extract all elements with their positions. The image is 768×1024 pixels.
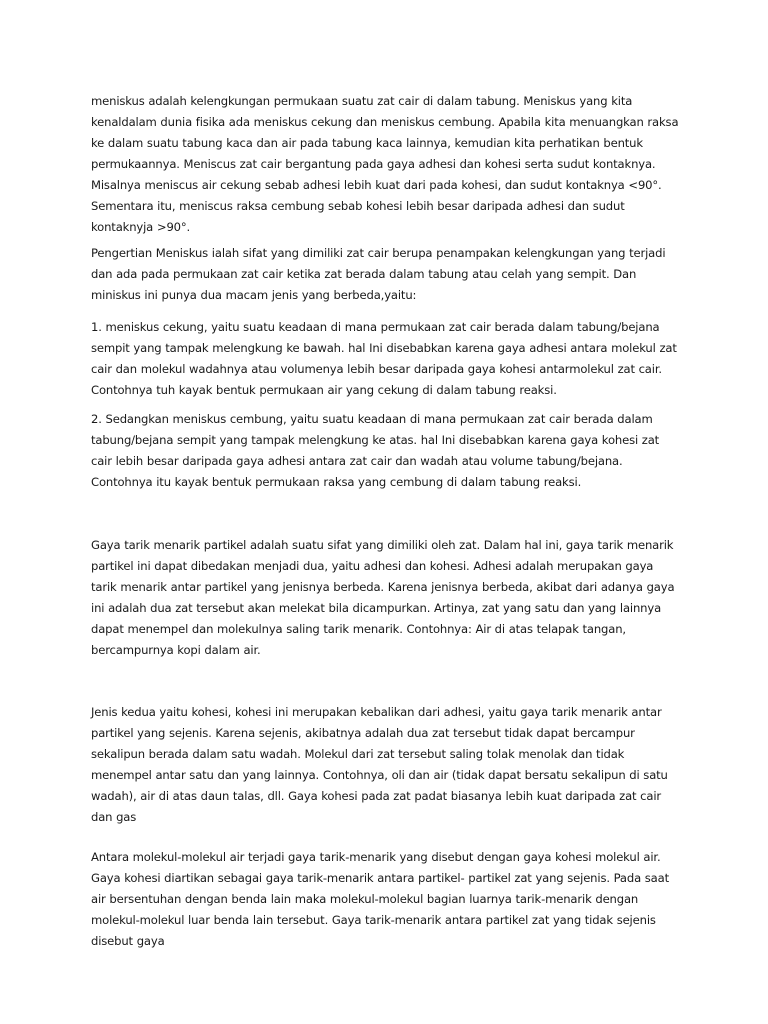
paragraph-pengertian-meniskus: Pengertian Meniskus ialah sifat yang dimiliki zat cair berupa penampakan kelengkungan yang terjadi dan ada pada permukaan zat cair ketika zat berada dalam tabung atau celah yang sempit. Dan miniskus ini punya dua macam jenis yang berbeda,yaitu: xyxy=(91,246,666,302)
paragraph-meniskus-cekung: 1. meniskus cekung, yaitu suatu keadaan di mana permukaan zat cair berada dalam tabung/bejana sempit yang tampak melengkung ke bawah. hal Ini disebabkan karena gaya adhesi antara molekul zat cair dan molekul wadahnya atau volumenya lebih besar daripada gaya kohesi antarmolekul zat cair. Contohnya tuh kayak bentuk permukaan air yang cekung di dalam tabung reaksi. xyxy=(91,320,677,397)
paragraph-kohesi-molekul-air: Antara molekul-molekul air terjadi gaya tarik-menarik yang disebut dengan gaya kohesi molekul air. Gaya kohesi diartikan sebagai gaya tarik-menarik antara partikel- partikel zat yang sejenis. Pada saat air bersentuhan dengan benda lain maka molekul-molekul bagian luarnya tarik-menarik dengan molekul-molekul luar benda lain tersebut. Gaya tarik-menarik antara partikel zat yang tidak sejenis disebut gaya xyxy=(91,850,669,948)
paragraph-meniskus-definition: meniskus adalah kelengkungan permukaan suatu zat cair di dalam tabung. Meniskus yang kita kenaldalam dunia fisika ada meniskus cekung dan meniskus cembung. Apabila kita menuangkan raksa ke dalam suatu tabung kaca dan air pada tabung kaca lainnya, kemudian kita perhatikan bentuk permukaannya. Meniscus zat cair bergantung pada gaya adhesi dan kohesi serta sudut kontaknya. Misalnya meniscus air cekung sebab adhesi lebih kuat dari pada kohesi, dan sudut kontaknya <90°. Sementara itu, meniscus raksa cembung sebab kohesi lebih besar daripada adhesi dan sudut kontaknyja >90°. xyxy=(91,94,679,234)
paragraph-meniskus-cembung: 2. Sedangkan meniskus cembung, yaitu suatu keadaan di mana permukaan zat cair berada dalam tabung/bejana sempit yang tampak melengkung ke atas. hal Ini disebabkan karena gaya kohesi zat cair lebih besar daripada gaya adhesi antara zat cair dan wadah atau volume tabung/bejana. Contohnya itu kayak bentuk permukaan raksa yang cembung di dalam tabung reaksi. xyxy=(91,412,660,489)
paragraph-kohesi: Jenis kedua yaitu kohesi, kohesi ini merupakan kebalikan dari adhesi, yaitu gaya tarik menarik antar partikel yang sejenis. Karena sejenis, akibatnya adalah dua zat tersebut tidak dapat bercampur sekalipun berada dalam satu wadah. Molekul dari zat tersebut saling tolak menolak dan tidak menempel antar satu dan yang lainnya. Contohnya, oli dan air (tidak dapat bersatu sekalipun di satu wadah), air di atas daun talas, dll. Gaya kohesi pada zat padat biasanya lebih kuat daripada zat cair dan gas xyxy=(91,705,668,824)
paragraph-adhesi: Gaya tarik menarik partikel adalah suatu sifat yang dimiliki oleh zat. Dalam hal ini, gaya tarik menarik partikel ini dapat dibedakan menjadi dua, yaitu adhesi dan kohesi. Adhesi adalah merupakan gaya tarik menarik antar partikel yang jenisnya berbeda. Karena jenisnya berbeda, akibat dari adanya gaya ini adalah dua zat tersebut akan melekat bila dicampurkan. Artinya, zat yang satu dan yang lainnya dapat menempel dan molekulnya saling tarik menarik. Contohnya: Air di atas telapak tangan, bercampurnya kopi dalam air. xyxy=(91,538,675,657)
